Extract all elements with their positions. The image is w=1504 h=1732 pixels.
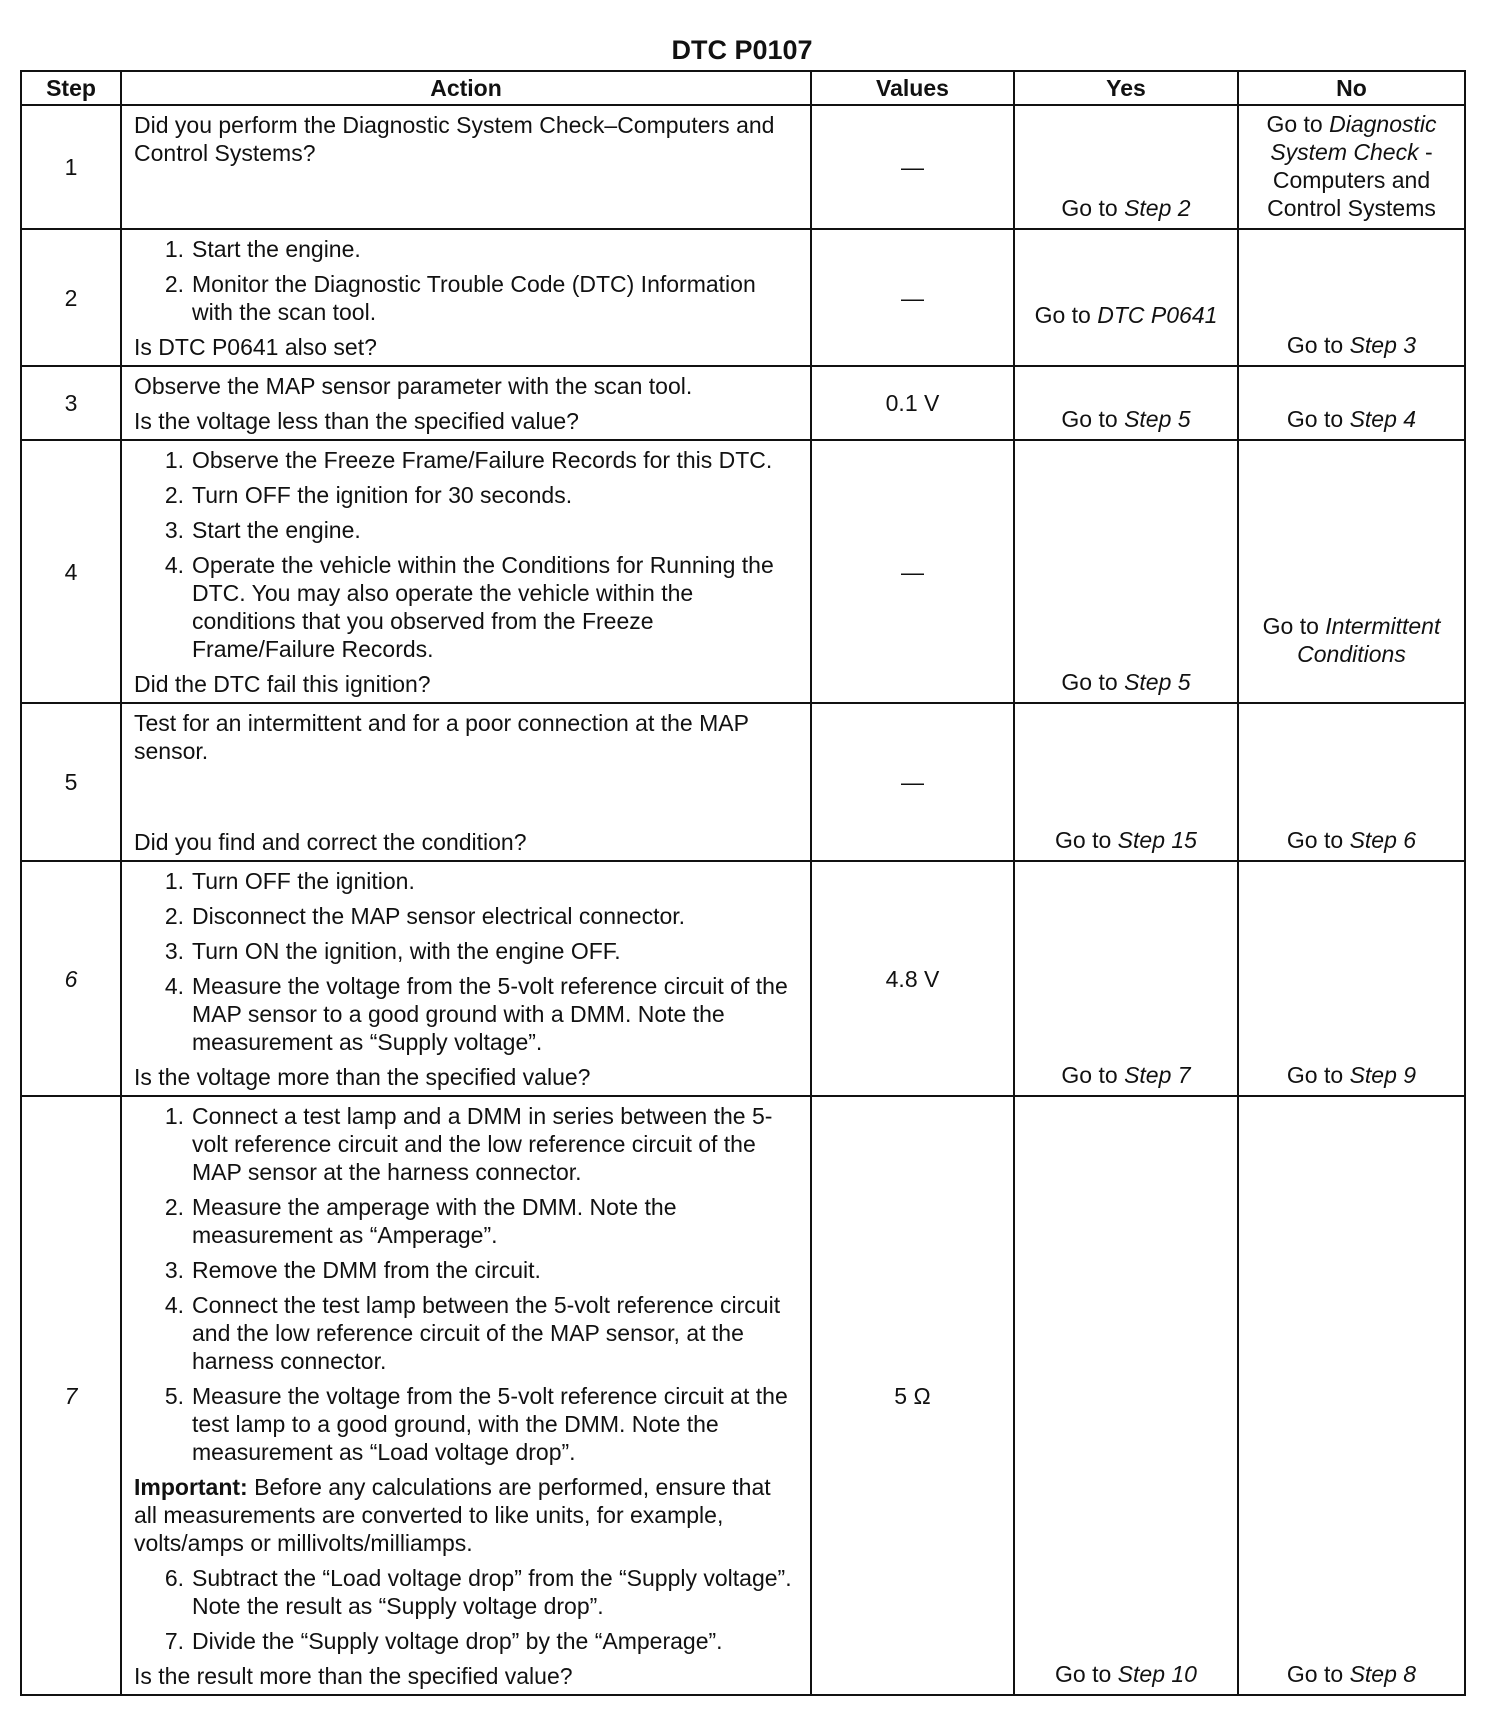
header-action: Action: [121, 71, 811, 105]
yes-target: Step 10: [1117, 1661, 1197, 1687]
action-cell: [121, 861, 811, 1096]
yes-cell[interactable]: Go to Step 10: [1014, 1096, 1238, 1695]
value-cell: 0.1 V: [811, 366, 1014, 440]
no-target: Step 6: [1349, 827, 1417, 853]
yes-cell[interactable]: Go to Step 5: [1014, 366, 1238, 440]
no-target-line2: Conditions: [1297, 641, 1406, 667]
action-text: Test for an intermittent and for a poor connection at the MAP sensor.: [134, 710, 749, 764]
no-target: Step 8: [1349, 1661, 1417, 1687]
action-text: Observe the MAP sensor parameter with the scan tool.: [134, 373, 693, 399]
table-row: [21, 703, 1465, 861]
action-list: [134, 867, 800, 1056]
value-cell: —: [811, 440, 1014, 703]
no-cell[interactable]: Go to Step 6: [1238, 703, 1465, 861]
important-label: Important:: [134, 1474, 248, 1500]
list-item: 4. Measure the voltage from the 5-volt reference circuit of the MAP sensor to a good ground with a DMM. Note the measurement as “Supply voltage”.: [164, 973, 788, 1055]
yes-target: Step 5: [1124, 406, 1191, 432]
list-item: 7. Divide the “Supply voltage drop” by the “Amperage”.: [164, 1628, 723, 1654]
list-item: 6. Subtract the “Load voltage drop” from the “Supply voltage”. Note the result as “Supply voltage drop”.: [164, 1565, 792, 1619]
list-item: 2. Monitor the Diagnostic Trouble Code (DTC) Information with the scan tool.: [164, 271, 756, 325]
action-question: Did you perform the Diagnostic System Check–Computers and Control Systems?: [134, 112, 775, 166]
action-cell: [121, 229, 811, 366]
no-cell[interactable]: Go to Step 8: [1238, 1096, 1465, 1695]
action-cell: [121, 440, 811, 703]
no-target-line1: Diagnostic: [1329, 111, 1437, 137]
no-target: Step 3: [1349, 332, 1417, 358]
yes-target: DTC P0641: [1097, 301, 1218, 328]
value-cell: —: [811, 703, 1014, 861]
no-cell[interactable]: [1238, 105, 1465, 229]
diagnostic-table: [20, 70, 1466, 1696]
step-number: 5: [21, 703, 121, 861]
go-to-prefix: Go to: [1266, 111, 1330, 137]
action-question: Is the voltage more than the specified value?: [134, 1064, 591, 1090]
action-cell: [121, 366, 811, 440]
no-target: Step 4: [1349, 406, 1417, 432]
step-number: 4: [21, 440, 121, 703]
no-target-suffix: -: [1418, 139, 1433, 165]
list-item: 4. Operate the vehicle within the Conditions for Running the DTC. You may also operate the vehicle within the conditions that you observed from the Freeze Frame/Failure Records.: [164, 552, 774, 662]
list-item: 2. Measure the amperage with the DMM. Note the measurement as “Amperage”.: [164, 1194, 677, 1248]
action-cell: [121, 703, 811, 861]
table-row: [21, 440, 1465, 703]
list-item: 1. Observe the Freeze Frame/Failure Records for this DTC.: [164, 447, 773, 473]
yes-cell[interactable]: Go to Step 7: [1014, 861, 1238, 1096]
list-item: 3. Remove the DMM from the circuit.: [164, 1257, 541, 1283]
header-values: Values: [811, 71, 1014, 105]
list-item: 5. Measure the voltage from the 5-volt reference circuit at the test lamp to a good ground, with the DMM. Note the measurement as “Load voltage drop”.: [164, 1383, 788, 1465]
step-number: 6: [21, 861, 121, 1096]
action-question: Did the DTC fail this ignition?: [134, 671, 431, 697]
action-cell: [121, 105, 811, 229]
list-item: 1. Connect a test lamp and a DMM in series between the 5-volt reference circuit and the low reference circuit of the MAP sensor at the harness connector.: [164, 1103, 773, 1185]
step-number: 2: [21, 229, 121, 366]
yes-target: Step 7: [1124, 1062, 1191, 1088]
action-list: [134, 446, 800, 663]
list-item: 2. Disconnect the MAP sensor electrical connector.: [164, 903, 686, 929]
important-note: [134, 1473, 800, 1557]
value-cell: —: [811, 229, 1014, 366]
no-target-line4: Control Systems: [1267, 195, 1436, 221]
step-number: 3: [21, 366, 121, 440]
no-target-line1: Intermittent: [1325, 613, 1441, 639]
no-cell[interactable]: Go to Step 4: [1238, 366, 1465, 440]
action-question: Is the voltage less than the specified value?: [134, 408, 579, 434]
table-header-row: [21, 71, 1465, 105]
yes-cell[interactable]: Go to Step 15: [1014, 703, 1238, 861]
no-target: Step 9: [1349, 1062, 1417, 1088]
no-target-line3: Computers and: [1272, 167, 1431, 193]
action-list: [134, 1102, 800, 1466]
yes-target: Step 5: [1124, 669, 1191, 695]
yes-target: Step 2: [1124, 195, 1191, 221]
go-to-prefix: Go to: [1061, 195, 1125, 221]
table-row: [21, 1096, 1465, 1695]
page-title: DTC P0107: [671, 35, 813, 65]
yes-cell[interactable]: Go to DTC P0641: [1014, 229, 1238, 366]
yes-target: Step 15: [1117, 827, 1197, 853]
step-number: 1: [21, 105, 121, 229]
yes-cell[interactable]: Go to Step 5: [1014, 440, 1238, 703]
list-item: 3. Start the engine.: [164, 517, 361, 543]
step-number: 7: [21, 1096, 121, 1695]
value-cell: 4.8 V: [811, 861, 1014, 1096]
table-row: [21, 105, 1465, 229]
header-no: No: [1238, 71, 1465, 105]
list-item: 2. Turn OFF the ignition for 30 seconds.: [164, 482, 573, 508]
action-cell: [121, 1096, 811, 1695]
value-cell: 5 Ω: [811, 1096, 1014, 1695]
table-row: [21, 366, 1465, 440]
header-step: Step: [21, 71, 121, 105]
no-target-line2: System Check: [1270, 139, 1419, 165]
action-list: [134, 235, 800, 326]
action-question: Is the result more than the specified value?: [134, 1663, 573, 1689]
yes-cell[interactable]: [1014, 105, 1238, 229]
table-row: [21, 229, 1465, 366]
no-cell[interactable]: Go to Intermittent Conditions: [1238, 440, 1465, 703]
important-text: Before any calculations are performed, ensure that all measurements are converted to like units, for example, volts/amps or millivolts/milliamps.: [134, 1474, 771, 1556]
table-row: [21, 861, 1465, 1096]
list-item: 3. Turn ON the ignition, with the engine OFF.: [164, 938, 621, 964]
no-cell[interactable]: Go to Step 9: [1238, 861, 1465, 1096]
value-cell: —: [811, 105, 1014, 229]
list-item: 1. Start the engine.: [164, 236, 361, 262]
action-list: [134, 1564, 800, 1655]
header-yes: Yes: [1014, 71, 1238, 105]
no-cell[interactable]: Go to Step 3: [1238, 229, 1465, 366]
list-item: 4. Connect the test lamp between the 5-volt reference circuit and the low reference circuit of the MAP sensor, at the harness connector.: [164, 1292, 781, 1374]
action-question: Did you find and correct the condition?: [134, 829, 527, 855]
action-question: Is DTC P0641 also set?: [134, 334, 377, 360]
list-item: 1. Turn OFF the ignition.: [164, 868, 415, 894]
